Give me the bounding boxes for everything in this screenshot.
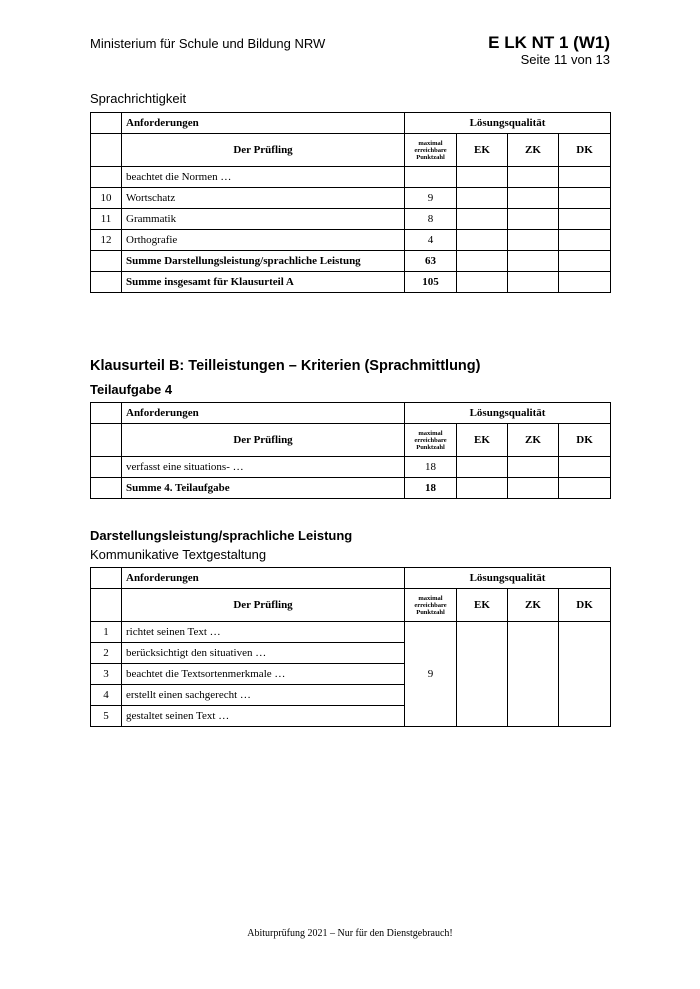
col-header-max-points: maximal erreichbare Punktzahl [405,424,457,457]
col-header-zk: ZK [508,424,559,457]
exam-code: E LK NT 1 (W1) [488,33,610,52]
merged-points-cell: 9 [405,622,457,727]
table-row: 12 Orthografie 4 [91,230,611,251]
col-header-pruefling: Der Prüfling [122,589,405,622]
section-title-klausurteil-b: Klausurteil B: Teilleistungen – Kriterien (Sprachmittlung) [90,358,481,374]
cell-empty [91,403,122,424]
table-row: beachtet die Normen … [91,167,611,188]
table-row: 1 richtet seinen Text … 9 [91,622,611,643]
col-header-ek: EK [457,134,508,167]
col-header-zk: ZK [508,134,559,167]
sum-row: Summe 4. Teilaufgabe 18 [91,478,611,499]
cell-empty [91,589,122,622]
table-row: 11 Grammatik 8 [91,209,611,230]
table-row: 10 Wortschatz 9 [91,188,611,209]
col-header-dk: DK [559,589,611,622]
col-header-anforderungen: Anforderungen [122,568,405,589]
cell-empty [91,424,122,457]
col-header-ek: EK [457,589,508,622]
cell-empty [91,113,122,134]
col-header-ek: EK [457,424,508,457]
subsection-title-kommunikative: Kommunikative Textgestaltung [90,547,267,562]
col-header-anforderungen: Anforderungen [122,403,405,424]
page-number: Seite 11 von 13 [520,52,610,67]
subsection-title-teilaufgabe-4: Teilaufgabe 4 [90,382,173,397]
section-title-sprachrichtigkeit: Sprachrichtigkeit [90,91,187,106]
table-sprachrichtigkeit [90,112,611,293]
total-row: Summe insgesamt für Klausurteil A 105 [91,272,611,293]
table-row: 3 beachtet die Textsortenmerkmale … [91,664,611,685]
col-header-loesungsqualitaet: Lösungsqualität [405,568,611,589]
table-row: 5 gestaltet seinen Text … [91,706,611,727]
table-row: verfasst eine situations- … 18 [91,457,611,478]
cell-empty [91,134,122,167]
col-header-max-points: maximal erreichbare Punktzahl [405,134,457,167]
col-header-pruefling: Der Prüfling [122,134,405,167]
col-header-loesungsqualitaet: Lösungsqualität [405,403,611,424]
col-header-max-points: maximal erreichbare Punktzahl [405,589,457,622]
col-header-loesungsqualitaet: Lösungsqualität [405,113,611,134]
cell-empty [91,568,122,589]
col-header-dk: DK [559,134,611,167]
table-row: 2 berücksichtigt den situativen … [91,643,611,664]
table-kommunikative-textgestaltung [90,567,611,727]
footer-note: Abiturprüfung 2021 – Nur für den Dienstgebrauch! [247,928,453,939]
col-header-dk: DK [559,424,611,457]
col-header-anforderungen: Anforderungen [122,113,405,134]
table-teilaufgabe-4 [90,402,611,499]
section-title-darstellungsleistung: Darstellungsleistung/sprachliche Leistung [90,528,353,543]
col-header-zk: ZK [508,589,559,622]
col-header-pruefling: Der Prüfling [122,424,405,457]
table-row: 4 erstellt einen sachgerecht … [91,685,611,706]
sum-row: Summe Darstellungsleistung/sprachliche Leistung 63 [91,251,611,272]
ministry-label: Ministerium für Schule und Bildung NRW [90,36,326,51]
